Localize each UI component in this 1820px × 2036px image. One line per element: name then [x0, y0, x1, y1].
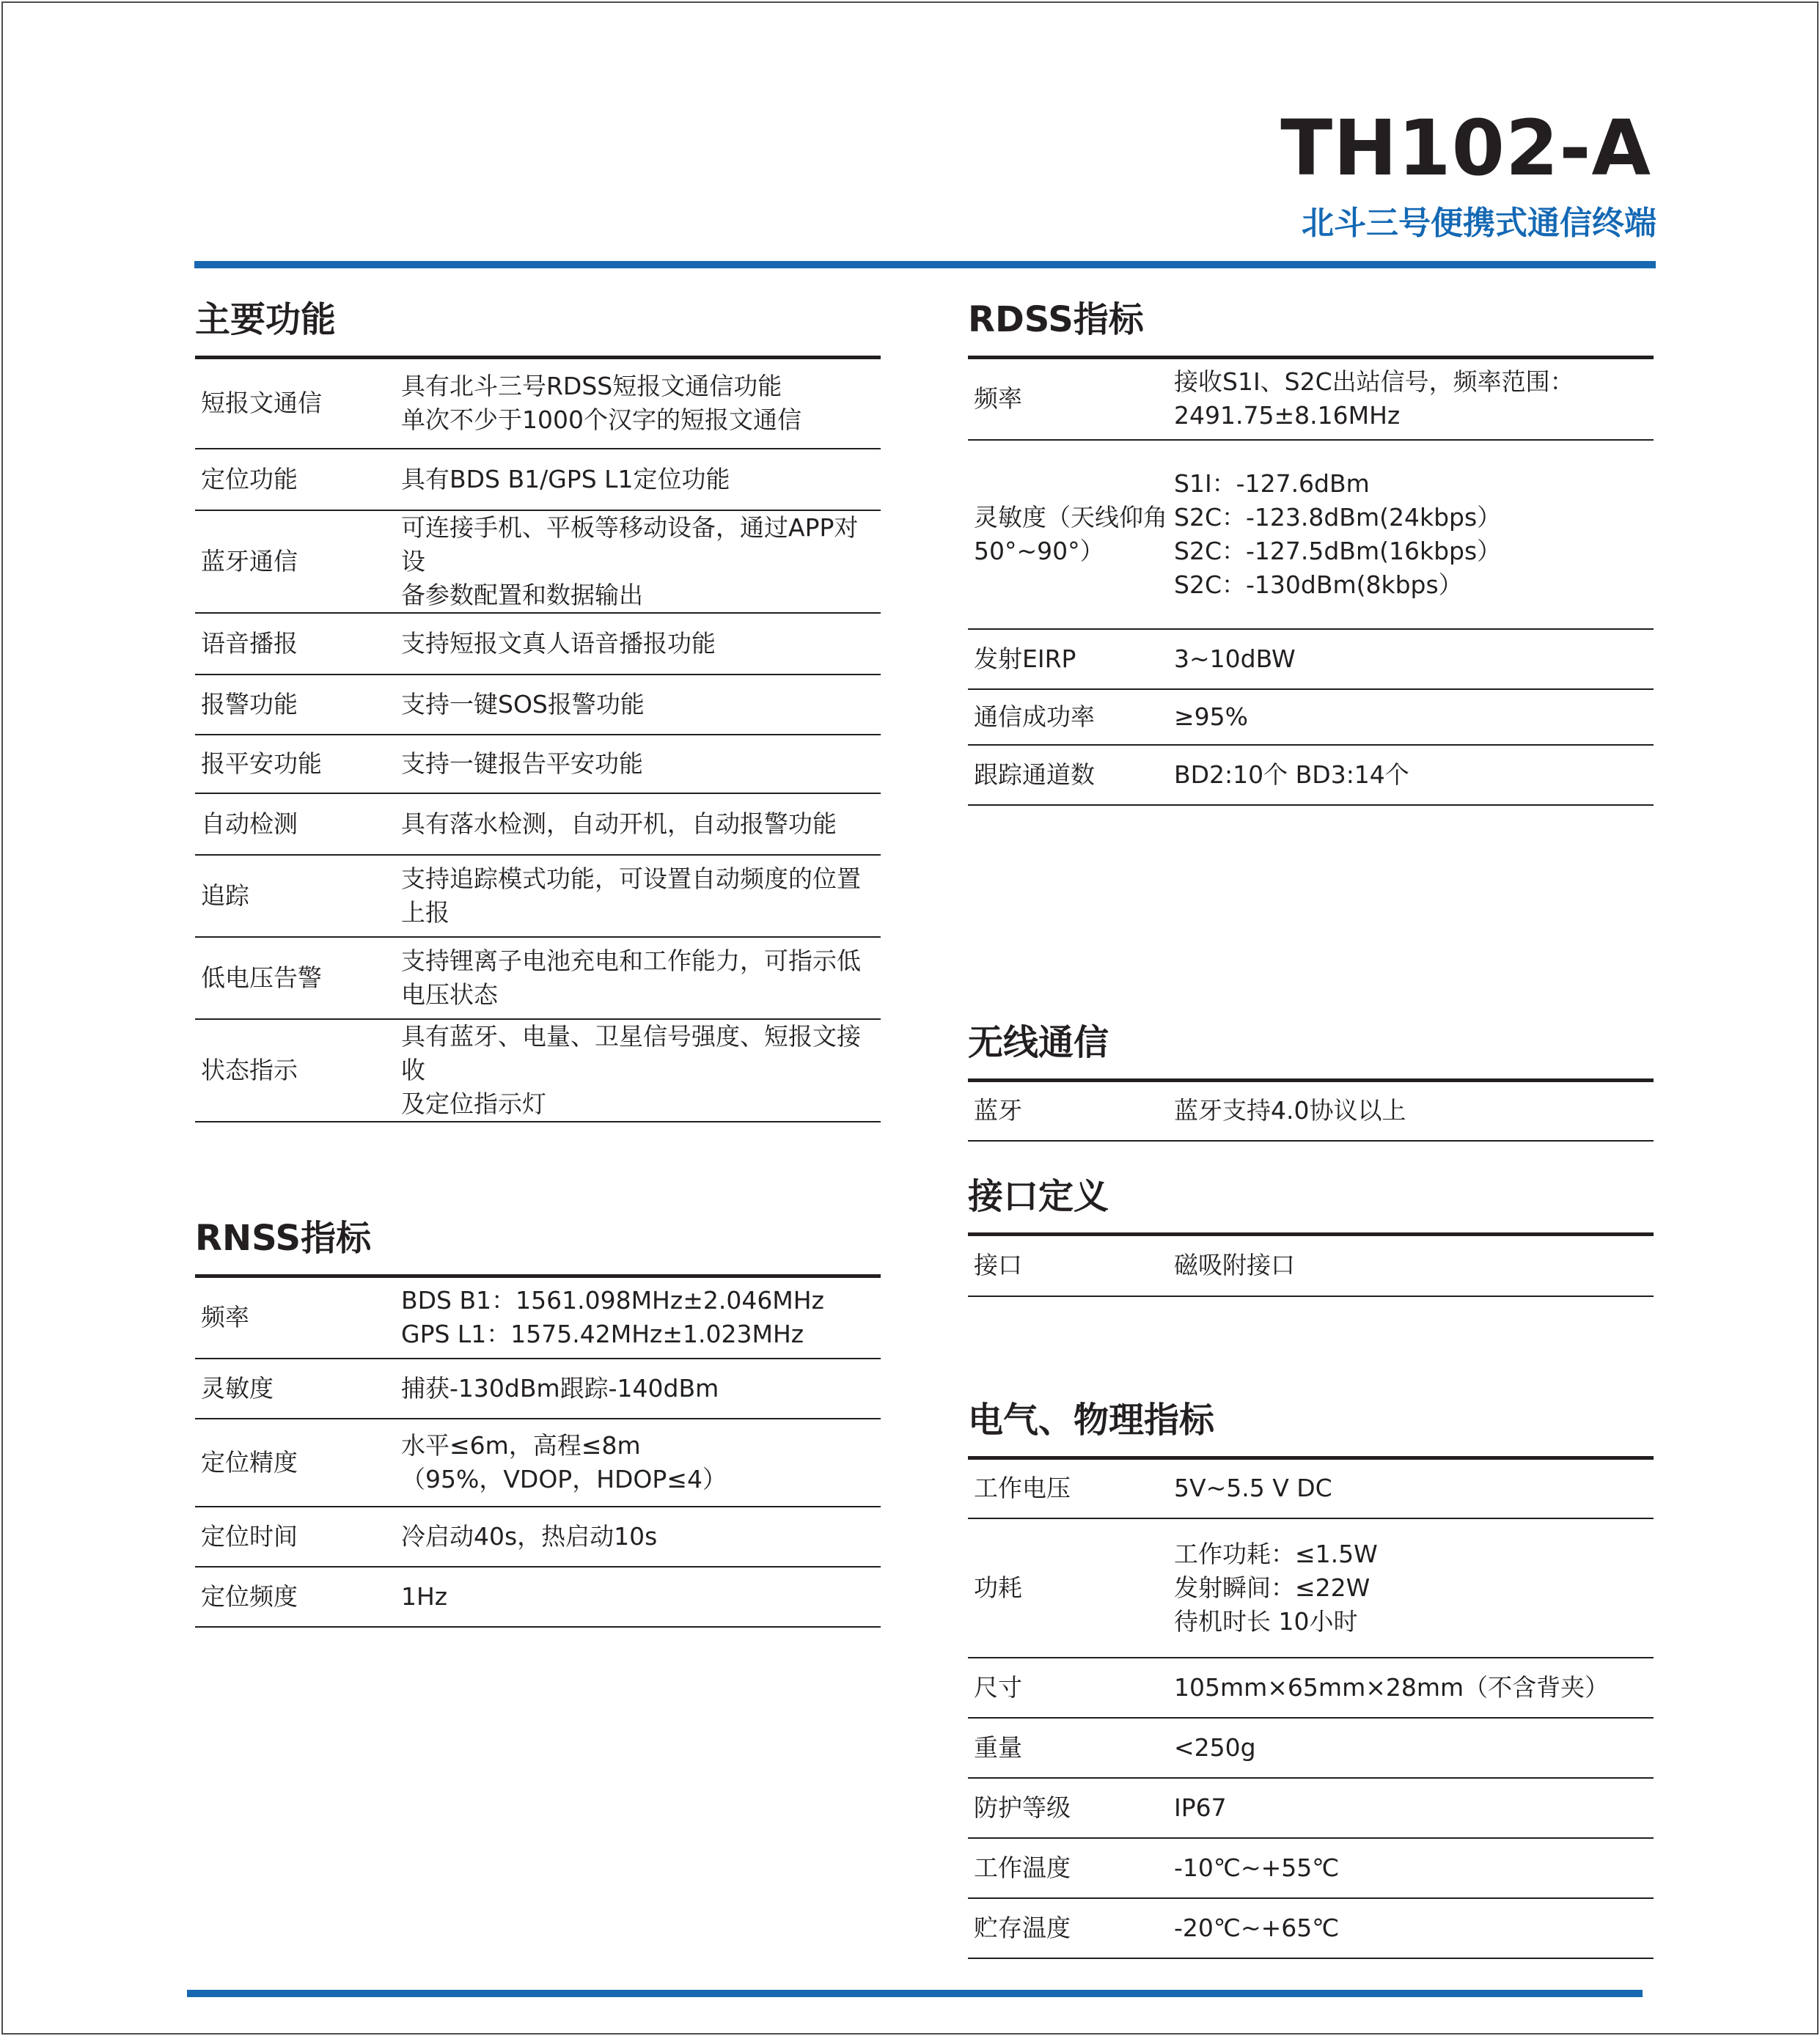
- spec-value: 具有蓝牙、电量、卫星信号强度、短报文接收 及定位指示灯: [395, 1019, 881, 1122]
- spec-row: [195, 510, 881, 613]
- interface-section: [968, 1171, 1654, 1297]
- section-title: 无线通信: [968, 1022, 1109, 1063]
- spec-row: [195, 1419, 881, 1507]
- spec-value: 接收S1I、S2C出站信号，频率范围： 2491.75±8.16MHz: [1168, 358, 1654, 440]
- spec-value: 支持一键报告平安功能: [395, 735, 881, 793]
- header-divider: [194, 261, 1656, 268]
- spec-row: [195, 1019, 881, 1122]
- spec-label: 工作温度: [968, 1838, 1168, 1898]
- spec-value: 捕获-130dBm跟踪-140dBm: [395, 1359, 881, 1419]
- product-subtitle: 北斗三号便携式通信终端: [1302, 205, 1656, 242]
- spec-row: [968, 1458, 1654, 1518]
- spec-label: 频率: [195, 1276, 395, 1359]
- spec-label: 工作电压: [968, 1458, 1168, 1518]
- spec-label: 发射EIRP: [968, 629, 1168, 689]
- spec-row: [968, 629, 1654, 689]
- spec-row: [968, 1235, 1654, 1296]
- spec-value: -10℃~+55℃: [1168, 1838, 1654, 1898]
- spec-table: [968, 1078, 1654, 1142]
- spec-row: [195, 1276, 881, 1359]
- spec-value: IP67: [1168, 1778, 1654, 1838]
- model-title: TH102-A: [1280, 103, 1651, 193]
- spec-value: BD2:10个 BD3:14个: [1168, 745, 1654, 805]
- spec-row: [195, 449, 881, 510]
- spec-value: S1I：-127.6dBm S2C：-123.8dBm(24kbps） S2C：-127.5dBm(16kbps） S2C：-130dBm(8kbps）: [1168, 440, 1654, 629]
- spec-value: 支持短报文真人语音播报功能: [395, 613, 881, 675]
- spec-value: 具有北斗三号RDSS短报文通信功能 单次不少于1000个汉字的短报文通信: [395, 358, 881, 449]
- spec-label: 尺寸: [968, 1658, 1168, 1718]
- spec-table: [968, 1456, 1654, 1959]
- spec-value: 冷启动40s，热启动10s: [395, 1507, 881, 1567]
- spec-value: 3~10dBW: [1168, 629, 1654, 689]
- wireless-section: [968, 1017, 1654, 1142]
- spec-value: 具有落水检测，自动开机，自动报警功能: [395, 793, 881, 855]
- spec-row: [968, 358, 1654, 440]
- section-title: RDSS指标: [968, 299, 1144, 340]
- footer-divider: [187, 1990, 1643, 1997]
- spec-value: 蓝牙支持4.0协议以上: [1168, 1081, 1654, 1141]
- spec-row: [195, 937, 881, 1019]
- spec-row: [968, 1718, 1654, 1778]
- spec-label: 短报文通信: [195, 358, 395, 449]
- spec-value: 工作功耗：≤1.5W 发射瞬间：≤22W 待机时长 10小时: [1168, 1518, 1654, 1658]
- spec-label: 状态指示: [195, 1019, 395, 1122]
- spec-row: [195, 613, 881, 675]
- spec-label: 报警功能: [195, 675, 395, 735]
- spec-value: 5V~5.5 V DC: [1168, 1458, 1654, 1518]
- spec-row: [968, 1898, 1654, 1958]
- spec-value: ≥95%: [1168, 689, 1654, 745]
- spec-value: 105mm×65mm×28mm（不含背夹）: [1168, 1658, 1654, 1718]
- spec-value: 1Hz: [395, 1567, 881, 1627]
- spec-row: [195, 1359, 881, 1419]
- spec-label: 蓝牙通信: [195, 510, 395, 613]
- spec-row: [968, 1838, 1654, 1898]
- section-title: 电气、物理指标: [968, 1400, 1215, 1441]
- section-title: RNSS指标: [195, 1218, 372, 1259]
- rnss-section: [195, 1213, 881, 1628]
- spec-row: [195, 735, 881, 793]
- main-functions-section: [195, 294, 881, 1122]
- spec-row: [968, 689, 1654, 745]
- spec-row: [968, 1658, 1654, 1718]
- spec-table: [968, 356, 1654, 806]
- spec-label: 功耗: [968, 1518, 1168, 1658]
- spec-row: [195, 1567, 881, 1627]
- spec-table: [968, 1232, 1654, 1297]
- spec-row: [968, 1081, 1654, 1141]
- spec-value: BDS B1：1561.098MHz±2.046MHz GPS L1：1575.42MHz±1.023MHz: [395, 1276, 881, 1359]
- spec-label: 蓝牙: [968, 1081, 1168, 1141]
- spec-table: [195, 1274, 881, 1628]
- spec-row: [968, 440, 1654, 629]
- spec-label: 跟踪通道数: [968, 745, 1168, 805]
- spec-label: 通信成功率: [968, 689, 1168, 745]
- spec-label: 追踪: [195, 855, 395, 937]
- section-title: 主要功能: [195, 299, 337, 340]
- spec-label: 定位频度: [195, 1567, 395, 1627]
- spec-value: 磁吸附接口: [1168, 1235, 1654, 1296]
- spec-value: 水平≤6m，高程≤8m （95%，VDOP，HDOP≤4）: [395, 1419, 881, 1507]
- spec-label: 报平安功能: [195, 735, 395, 793]
- spec-row: [195, 793, 881, 855]
- spec-value: 可连接手机、平板等移动设备，通过APP对设 备参数配置和数据输出: [395, 510, 881, 613]
- spec-value: 支持锂离子电池充电和工作能力，可指示低 电压状态: [395, 937, 881, 1019]
- spec-value: -20℃~+65℃: [1168, 1898, 1654, 1958]
- rdss-section: [968, 294, 1654, 806]
- spec-label: 低电压告警: [195, 937, 395, 1019]
- spec-label: 灵敏度（天线仰角 50°~90°）: [968, 440, 1168, 629]
- spec-row: [195, 358, 881, 449]
- section-title: 接口定义: [968, 1176, 1109, 1217]
- spec-row: [968, 1518, 1654, 1658]
- spec-label: 频率: [968, 358, 1168, 440]
- spec-label: 重量: [968, 1718, 1168, 1778]
- spec-label: 灵敏度: [195, 1359, 395, 1419]
- spec-label: 自动检测: [195, 793, 395, 855]
- spec-label: 定位精度: [195, 1419, 395, 1507]
- spec-value: 具有BDS B1/GPS L1定位功能: [395, 449, 881, 510]
- spec-table: [195, 356, 881, 1122]
- spec-row: [195, 675, 881, 735]
- spec-row: [195, 1507, 881, 1567]
- spec-label: 贮存温度: [968, 1898, 1168, 1958]
- spec-row: [195, 855, 881, 937]
- spec-label: 定位时间: [195, 1507, 395, 1567]
- spec-value: 支持一键SOS报警功能: [395, 675, 881, 735]
- spec-row: [968, 1778, 1654, 1838]
- spec-label: 定位功能: [195, 449, 395, 510]
- spec-value: 支持追踪模式功能，可设置自动频度的位置 上报: [395, 855, 881, 937]
- spec-row: [968, 745, 1654, 805]
- electrical-section: [968, 1394, 1654, 1959]
- spec-label: 防护等级: [968, 1778, 1168, 1838]
- spec-label: 语音播报: [195, 613, 395, 675]
- spec-value: <250g: [1168, 1718, 1654, 1778]
- spec-label: 接口: [968, 1235, 1168, 1296]
